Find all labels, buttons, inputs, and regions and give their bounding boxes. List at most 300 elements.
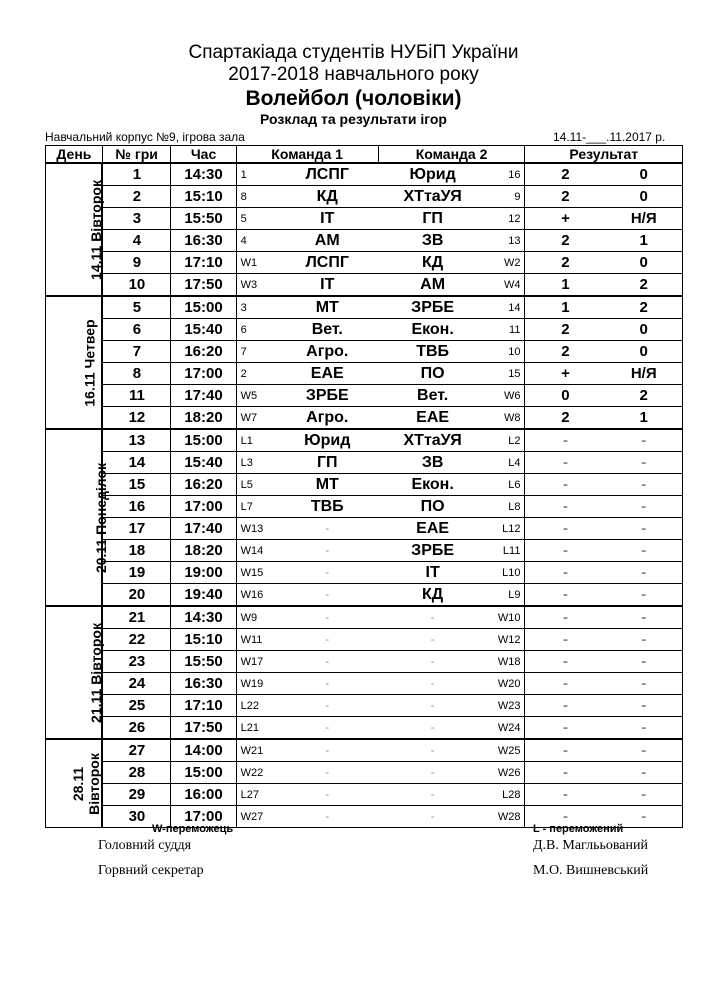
- result-team1: -: [525, 739, 606, 762]
- team1-name: -: [276, 717, 378, 740]
- team2-name: -: [378, 762, 487, 784]
- team2-name: -: [378, 806, 487, 828]
- game-number: 9: [102, 252, 171, 274]
- game-number: 4: [102, 230, 171, 252]
- table-row: [46, 385, 683, 407]
- result-team2: -: [605, 673, 682, 695]
- game-time: 15:50: [171, 208, 236, 230]
- team2-code: W25: [487, 739, 525, 762]
- team1-code: W3: [236, 274, 276, 297]
- team1-name: ІТ: [276, 274, 378, 297]
- team1-code: W17: [236, 651, 276, 673]
- team2-name: КД: [378, 584, 487, 607]
- game-time: 17:00: [171, 363, 236, 385]
- result-team2: 1: [605, 407, 682, 430]
- table-row: [46, 540, 683, 562]
- team1-code: W13: [236, 518, 276, 540]
- team1-name: -: [276, 651, 378, 673]
- result-team1: -: [525, 474, 606, 496]
- team1-name: -: [276, 584, 378, 607]
- game-time: 18:20: [171, 407, 236, 430]
- team2-name: ПО: [378, 363, 487, 385]
- team1-code: W14: [236, 540, 276, 562]
- team2-code: L6: [487, 474, 525, 496]
- team1-name: МТ: [276, 474, 378, 496]
- header-line1: Спартакіада студентів НУБіП України: [188, 42, 519, 63]
- result-team1: +: [525, 208, 606, 230]
- game-time: 15:40: [171, 452, 236, 474]
- team1-name: -: [276, 606, 378, 629]
- col-team2: Команда 2: [378, 146, 525, 164]
- team1-name: АМ: [276, 230, 378, 252]
- day-label: [46, 163, 103, 296]
- result-team2: 0: [605, 252, 682, 274]
- team1-code: 4: [236, 230, 276, 252]
- game-time: 15:00: [171, 296, 236, 319]
- team2-code: W26: [487, 762, 525, 784]
- team2-name: ЕАЕ: [378, 518, 487, 540]
- team1-code: L21: [236, 717, 276, 740]
- result-team2: Н/Я: [605, 208, 682, 230]
- header-row: [46, 146, 683, 164]
- game-number: 7: [102, 341, 171, 363]
- game-number: 22: [102, 629, 171, 651]
- team2-code: L28: [487, 784, 525, 806]
- team2-name: АМ: [378, 274, 487, 297]
- team1-code: W19: [236, 673, 276, 695]
- day-label-text: 16.11 Четвер: [81, 318, 98, 407]
- col-time: Час: [171, 146, 236, 164]
- day-label-text: 20.11 Понеділок: [93, 462, 110, 573]
- table-row: [46, 606, 683, 629]
- game-time: 15:50: [171, 651, 236, 673]
- game-number: 21: [102, 606, 171, 629]
- team1-name: МТ: [276, 296, 378, 319]
- secretary-title: Горвний секретар: [98, 863, 204, 878]
- team1-code: W16: [236, 584, 276, 607]
- result-team1: 1: [525, 296, 606, 319]
- team2-name: ХТтаУЯ: [378, 429, 487, 452]
- team1-code: 2: [236, 363, 276, 385]
- col-game: № гри: [102, 146, 171, 164]
- winner-note: W-переможець: [152, 823, 234, 835]
- table-row: [46, 717, 683, 740]
- team1-name: Агро.: [276, 407, 378, 430]
- table-row: [46, 739, 683, 762]
- team1-code: L22: [236, 695, 276, 717]
- table-row: [46, 186, 683, 208]
- team1-name: ТВБ: [276, 496, 378, 518]
- table-row: [46, 230, 683, 252]
- table-row: [46, 673, 683, 695]
- team2-name: Екон.: [378, 474, 487, 496]
- day-label-text: 14.11 Вівторок: [87, 179, 104, 280]
- result-team2: Н/Я: [605, 363, 682, 385]
- team1-name: ЕАЕ: [276, 363, 378, 385]
- team1-name: -: [276, 762, 378, 784]
- team1-code: L27: [236, 784, 276, 806]
- result-team2: -: [605, 784, 682, 806]
- team2-code: W4: [487, 274, 525, 297]
- team2-code: W28: [487, 806, 525, 828]
- team2-name: -: [378, 784, 487, 806]
- game-time: 16:30: [171, 230, 236, 252]
- result-team2: -: [605, 651, 682, 673]
- team2-name: -: [378, 695, 487, 717]
- result-team2: -: [605, 695, 682, 717]
- team1-name: ЗРБЕ: [276, 385, 378, 407]
- result-team1: +: [525, 363, 606, 385]
- day-label-text: 28.11 Вівторок: [70, 752, 102, 815]
- table-row: [46, 274, 683, 297]
- team1-code: W11: [236, 629, 276, 651]
- game-number: 30: [102, 806, 171, 828]
- result-team1: -: [525, 540, 606, 562]
- result-team1: -: [525, 806, 606, 828]
- result-team2: -: [605, 629, 682, 651]
- result-team2: -: [605, 584, 682, 607]
- team2-name: -: [378, 629, 487, 651]
- judge-name: Д.В. Маглььований: [533, 838, 648, 853]
- team1-code: 7: [236, 341, 276, 363]
- game-number: 25: [102, 695, 171, 717]
- game-time: 17:00: [171, 806, 236, 828]
- table-row: [46, 474, 683, 496]
- day-label-text: 21.11 Вівторок: [87, 622, 104, 723]
- table-row: [46, 407, 683, 430]
- day-label: [46, 296, 103, 429]
- result-team2: 0: [605, 319, 682, 341]
- team2-name: ГП: [378, 208, 487, 230]
- col-day: День: [46, 146, 103, 164]
- team1-name: -: [276, 562, 378, 584]
- team2-code: L8: [487, 496, 525, 518]
- table-row: [46, 762, 683, 784]
- game-number: 5: [102, 296, 171, 319]
- game-number: 8: [102, 363, 171, 385]
- team2-name: -: [378, 673, 487, 695]
- team1-code: W9: [236, 606, 276, 629]
- team1-name: Агро.: [276, 341, 378, 363]
- team1-code: W5: [236, 385, 276, 407]
- table-row: [46, 784, 683, 806]
- result-team2: -: [605, 762, 682, 784]
- team2-code: W12: [487, 629, 525, 651]
- loser-note: L - переможений: [533, 823, 624, 835]
- game-number: 26: [102, 717, 171, 740]
- team2-name: ТВБ: [378, 341, 487, 363]
- result-team1: -: [525, 695, 606, 717]
- judge-title: Головний суддя: [98, 838, 192, 853]
- team2-code: W6: [487, 385, 525, 407]
- game-time: 15:10: [171, 186, 236, 208]
- team2-name: Екон.: [378, 319, 487, 341]
- team2-code: L9: [487, 584, 525, 607]
- day-label: [46, 606, 103, 739]
- result-team1: -: [525, 762, 606, 784]
- result-team1: 1: [525, 274, 606, 297]
- game-number: 14: [102, 452, 171, 474]
- team2-code: 9: [487, 186, 525, 208]
- team2-code: W23: [487, 695, 525, 717]
- table-row: [46, 496, 683, 518]
- team2-code: W2: [487, 252, 525, 274]
- result-team1: 0: [525, 385, 606, 407]
- game-number: 29: [102, 784, 171, 806]
- team2-name: Юрид: [378, 163, 487, 186]
- team1-name: -: [276, 629, 378, 651]
- team2-code: W10: [487, 606, 525, 629]
- result-team2: 2: [605, 274, 682, 297]
- team2-code: 11: [487, 319, 525, 341]
- team1-name: -: [276, 739, 378, 762]
- team2-code: 12: [487, 208, 525, 230]
- game-number: 16: [102, 496, 171, 518]
- team2-code: W24: [487, 717, 525, 740]
- game-time: 17:10: [171, 252, 236, 274]
- game-number: 20: [102, 584, 171, 607]
- result-team1: -: [525, 496, 606, 518]
- team2-code: W20: [487, 673, 525, 695]
- game-number: 17: [102, 518, 171, 540]
- table-row: [46, 695, 683, 717]
- team1-code: 3: [236, 296, 276, 319]
- result-team2: -: [605, 717, 682, 740]
- team1-code: L3: [236, 452, 276, 474]
- team1-code: W22: [236, 762, 276, 784]
- team2-name: ЕАЕ: [378, 407, 487, 430]
- page-subtitle: Розклад та результати ігор: [260, 111, 447, 127]
- result-team2: -: [605, 496, 682, 518]
- game-time: 17:40: [171, 518, 236, 540]
- table-row: [46, 452, 683, 474]
- team1-name: ГП: [276, 452, 378, 474]
- result-team1: -: [525, 606, 606, 629]
- result-team1: -: [525, 629, 606, 651]
- team1-code: L5: [236, 474, 276, 496]
- table-row: [46, 208, 683, 230]
- team1-code: W27: [236, 806, 276, 828]
- game-time: 17:50: [171, 274, 236, 297]
- game-number: 27: [102, 739, 171, 762]
- game-time: 19:40: [171, 584, 236, 607]
- game-number: 11: [102, 385, 171, 407]
- schedule-table: [45, 145, 683, 828]
- result-team1: 2: [525, 319, 606, 341]
- location-label: Навчальний корпус №9, ігрова зала: [45, 130, 245, 144]
- team1-name: -: [276, 806, 378, 828]
- table-row: [46, 341, 683, 363]
- table-row: [46, 252, 683, 274]
- result-team2: -: [605, 429, 682, 452]
- table-row: [46, 429, 683, 452]
- team1-name: Юрид: [276, 429, 378, 452]
- game-number: 24: [102, 673, 171, 695]
- result-team2: -: [605, 540, 682, 562]
- col-result: Результат: [525, 146, 683, 164]
- team2-code: 10: [487, 341, 525, 363]
- team2-code: 16: [487, 163, 525, 186]
- game-time: 17:00: [171, 496, 236, 518]
- game-number: 6: [102, 319, 171, 341]
- team1-code: W21: [236, 739, 276, 762]
- table-row: [46, 518, 683, 540]
- result-team1: -: [525, 673, 606, 695]
- team2-name: ЗРБЕ: [378, 296, 487, 319]
- game-number: 13: [102, 429, 171, 452]
- team1-code: 6: [236, 319, 276, 341]
- team2-code: L2: [487, 429, 525, 452]
- team1-name: -: [276, 540, 378, 562]
- team2-code: 14: [487, 296, 525, 319]
- team2-name: ЗВ: [378, 452, 487, 474]
- game-time: 16:00: [171, 784, 236, 806]
- team1-name: ЛСПГ: [276, 163, 378, 186]
- team2-name: ХТтаУЯ: [378, 186, 487, 208]
- result-team2: 0: [605, 186, 682, 208]
- game-time: 19:00: [171, 562, 236, 584]
- table-row: [46, 651, 683, 673]
- table-row: [46, 163, 683, 186]
- team1-code: W7: [236, 407, 276, 430]
- result-team2: -: [605, 739, 682, 762]
- game-number: 2: [102, 186, 171, 208]
- table-row: [46, 584, 683, 607]
- game-time: 16:30: [171, 673, 236, 695]
- game-time: 15:10: [171, 629, 236, 651]
- result-team1: -: [525, 429, 606, 452]
- result-team1: -: [525, 717, 606, 740]
- game-number: 1: [102, 163, 171, 186]
- team1-code: W1: [236, 252, 276, 274]
- game-time: 16:20: [171, 474, 236, 496]
- result-team1: -: [525, 452, 606, 474]
- header-line2: 2017-2018 навчального року: [228, 64, 479, 85]
- result-team1: 2: [525, 230, 606, 252]
- result-team2: 0: [605, 341, 682, 363]
- game-number: 12: [102, 407, 171, 430]
- team2-name: Вет.: [378, 385, 487, 407]
- team1-name: КД: [276, 186, 378, 208]
- team2-name: -: [378, 717, 487, 740]
- team1-name: Вет.: [276, 319, 378, 341]
- table-row: [46, 319, 683, 341]
- team1-name: -: [276, 695, 378, 717]
- team1-code: L7: [236, 496, 276, 518]
- game-number: 10: [102, 274, 171, 297]
- col-team1: Команда 1: [236, 146, 378, 164]
- game-number: 19: [102, 562, 171, 584]
- result-team2: -: [605, 606, 682, 629]
- schedule-body: [46, 163, 683, 828]
- team2-name: ЗВ: [378, 230, 487, 252]
- game-time: 15:00: [171, 429, 236, 452]
- game-time: 17:40: [171, 385, 236, 407]
- dates-label: 14.11-___.11.2017 р.: [553, 130, 666, 144]
- result-team2: -: [605, 562, 682, 584]
- day-label: [46, 429, 110, 606]
- secretary-name: М.О. Вишневський: [533, 863, 649, 878]
- team2-code: L4: [487, 452, 525, 474]
- game-time: 18:20: [171, 540, 236, 562]
- result-team1: 2: [525, 407, 606, 430]
- game-time: 14:30: [171, 606, 236, 629]
- page-title: Волейбол (чоловіки): [245, 87, 462, 110]
- game-number: 15: [102, 474, 171, 496]
- team2-code: W18: [487, 651, 525, 673]
- team1-name: ІТ: [276, 208, 378, 230]
- game-number: 28: [102, 762, 171, 784]
- game-time: 17:10: [171, 695, 236, 717]
- team2-name: -: [378, 651, 487, 673]
- team1-code: 5: [236, 208, 276, 230]
- result-team2: 2: [605, 296, 682, 319]
- team2-name: ІТ: [378, 562, 487, 584]
- game-time: 16:20: [171, 341, 236, 363]
- team1-name: ЛСПГ: [276, 252, 378, 274]
- result-team1: 2: [525, 163, 606, 186]
- game-time: 14:00: [171, 739, 236, 762]
- game-number: 18: [102, 540, 171, 562]
- game-time: 17:50: [171, 717, 236, 740]
- team2-code: 13: [487, 230, 525, 252]
- result-team1: 2: [525, 341, 606, 363]
- team1-name: -: [276, 673, 378, 695]
- result-team1: -: [525, 584, 606, 607]
- table-row: [46, 363, 683, 385]
- team2-code: W8: [487, 407, 525, 430]
- team2-name: ЗРБЕ: [378, 540, 487, 562]
- team2-name: -: [378, 739, 487, 762]
- game-time: 15:00: [171, 762, 236, 784]
- team2-code: 15: [487, 363, 525, 385]
- game-time: 15:40: [171, 319, 236, 341]
- team1-name: -: [276, 518, 378, 540]
- table-row: [46, 562, 683, 584]
- team2-code: L11: [487, 540, 525, 562]
- game-number: 3: [102, 208, 171, 230]
- result-team1: -: [525, 784, 606, 806]
- result-team2: 1: [605, 230, 682, 252]
- team2-code: L10: [487, 562, 525, 584]
- team2-name: КД: [378, 252, 487, 274]
- result-team2: -: [605, 806, 682, 828]
- result-team2: -: [605, 518, 682, 540]
- result-team1: -: [525, 518, 606, 540]
- result-team1: -: [525, 562, 606, 584]
- result-team2: -: [605, 474, 682, 496]
- team1-code: 8: [236, 186, 276, 208]
- game-time: 14:30: [171, 163, 236, 186]
- table-row: [46, 296, 683, 319]
- team1-code: 1: [236, 163, 276, 186]
- team1-code: W15: [236, 562, 276, 584]
- result-team2: 2: [605, 385, 682, 407]
- game-number: 23: [102, 651, 171, 673]
- team2-code: L12: [487, 518, 525, 540]
- team1-name: -: [276, 784, 378, 806]
- result-team2: 0: [605, 163, 682, 186]
- result-team2: -: [605, 452, 682, 474]
- result-team1: 2: [525, 186, 606, 208]
- day-label: [46, 739, 103, 828]
- team2-name: -: [378, 606, 487, 629]
- table-row: [46, 629, 683, 651]
- team1-code: L1: [236, 429, 276, 452]
- result-team1: -: [525, 651, 606, 673]
- result-team1: 2: [525, 252, 606, 274]
- team2-name: ПО: [378, 496, 487, 518]
